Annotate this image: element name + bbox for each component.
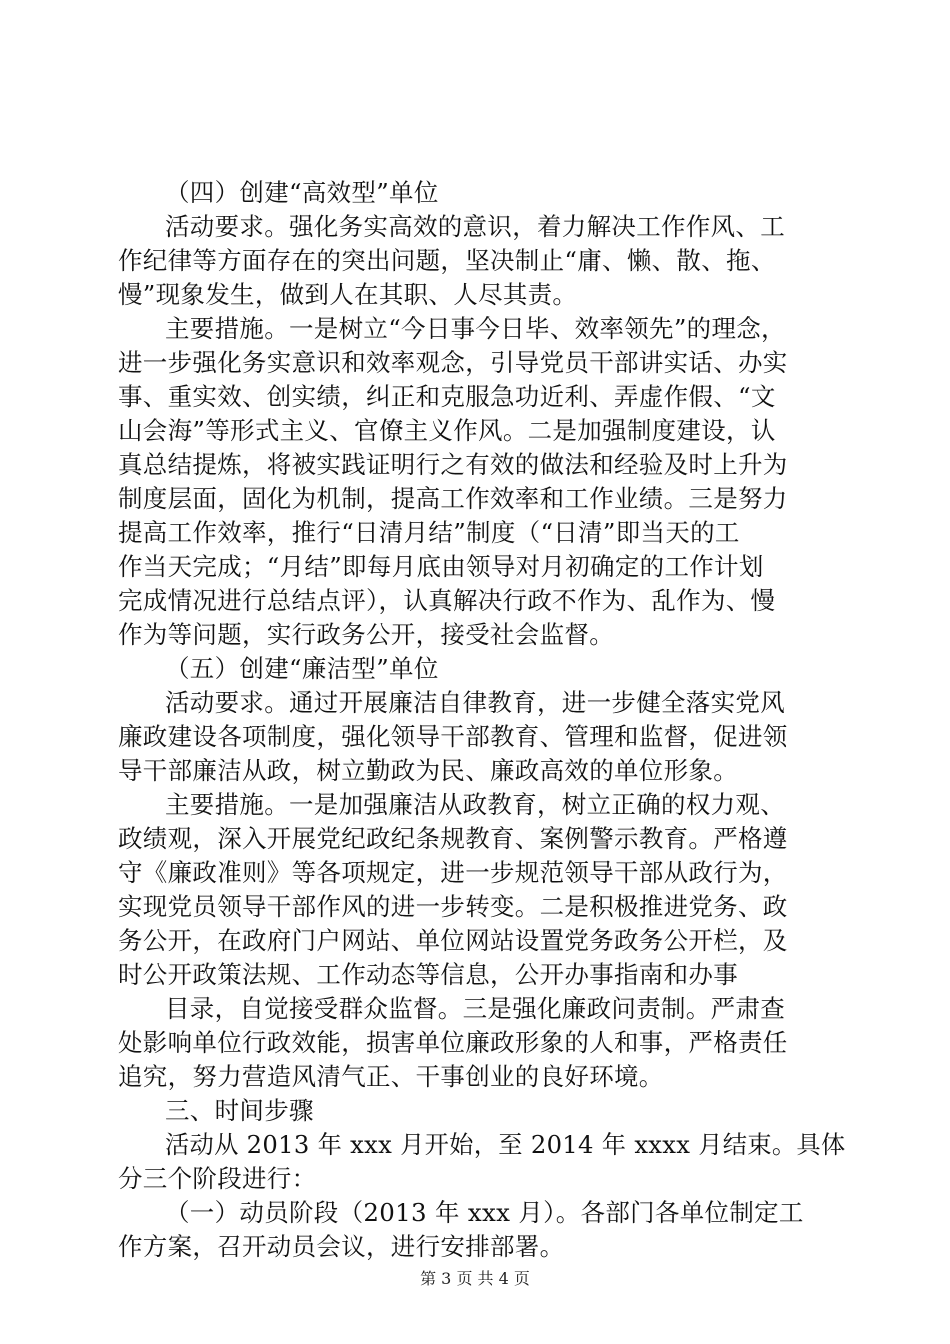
section-heading: 三、时间步骤	[165, 1096, 314, 1125]
paragraph-line: 事、重实效、创实绩，纠正和克服急功近利、弄虚作假、“文	[118, 382, 776, 411]
paragraph-line: 真总结提炼，将被实践证明行之有效的做法和经验及时上升为	[118, 450, 788, 479]
page-footer: 第 3 页 共 4 页	[420, 1269, 530, 1288]
paragraph-line: 处影响单位行政效能，损害单位廉政形象的人和事，严格责任	[118, 1028, 788, 1057]
paragraph-line: 政绩观，深入开展党纪政纪条规教育、案例警示教育。严格遵	[118, 824, 788, 853]
paragraph-line: 分三个阶段进行：	[118, 1164, 317, 1193]
section-heading: （四）创建“高效型”单位	[165, 178, 439, 207]
paragraph-line: 作当天完成；“月结”即每月底由领导对月初确定的工作计划	[118, 552, 764, 581]
paragraph-line: 活动要求。强化务实高效的意识，着力解决工作作风、工	[165, 212, 785, 241]
paragraph-line: 作纪律等方面存在的突出问题，坚决制止“庸、懒、散、拖、	[118, 246, 776, 275]
paragraph-line: 目录，自觉接受群众监督。三是强化廉政问责制。严肃查	[165, 994, 785, 1023]
paragraph-line: 守《廉政准则》等各项规定，进一步规范领导干部从政行为，	[118, 858, 788, 887]
paragraph-line: 实现党员领导干部作风的进一步转变。二是积极推进党务、政	[118, 892, 788, 921]
paragraph-line: 时公开政策法规、工作动态等信息，公开办事指南和办事	[118, 960, 738, 989]
paragraph-line: 提高工作效率，推行“日清月结”制度（“日清”即当天的工	[118, 518, 740, 547]
paragraph-line: 山会海”等形式主义、官僚主义作风。二是加强制度建设，认	[118, 416, 776, 445]
paragraph-line: 作为等问题，实行政务公开，接受社会监督。	[118, 620, 614, 649]
paragraph-line: 完成情况进行总结点评），认真解决行政不作为、乱作为、慢	[118, 586, 776, 615]
paragraph-line: 制度层面，固化为机制，提高工作效率和工作业绩。三是努力	[118, 484, 788, 513]
paragraph-line: 廉政建设各项制度，强化领导干部教育、管理和监督，促进领	[118, 722, 788, 751]
paragraph-line: 主要措施。一是加强廉洁从政教育，树立正确的权力观、	[165, 790, 785, 819]
paragraph-line: 进一步强化务实意识和效率观念，引导党员干部讲实话、办实	[118, 348, 788, 377]
paragraph-line: 作方案，召开动员会议，进行安排部署。	[118, 1232, 565, 1261]
paragraph-line: 务公开，在政府门户网站、单位网站设置党务政务公开栏，及	[118, 926, 788, 955]
paragraph-line: 主要措施。一是树立“今日事今日毕、效率领先”的理念，	[165, 314, 786, 343]
paragraph-line: 活动要求。通过开展廉洁自律教育，进一步健全落实党风	[165, 688, 785, 717]
paragraph-line: 追究，努力营造风清气正、干事创业的良好环境。	[118, 1062, 664, 1091]
section-heading: （五）创建“廉洁型”单位	[165, 654, 439, 683]
paragraph-line: 慢”现象发生，做到人在其职、人尽其责。	[118, 280, 578, 309]
paragraph-line: 活动从 2013 年 xxx 月开始，至 2014 年 xxxx 月结束。具体	[165, 1130, 846, 1159]
paragraph-line: （一）动员阶段（2013 年 xxx 月）。各部门各单位制定工	[165, 1198, 804, 1227]
document-body	[118, 176, 848, 1264]
paragraph-line: 导干部廉洁从政，树立勤政为民、廉政高效的单位形象。	[118, 756, 738, 785]
